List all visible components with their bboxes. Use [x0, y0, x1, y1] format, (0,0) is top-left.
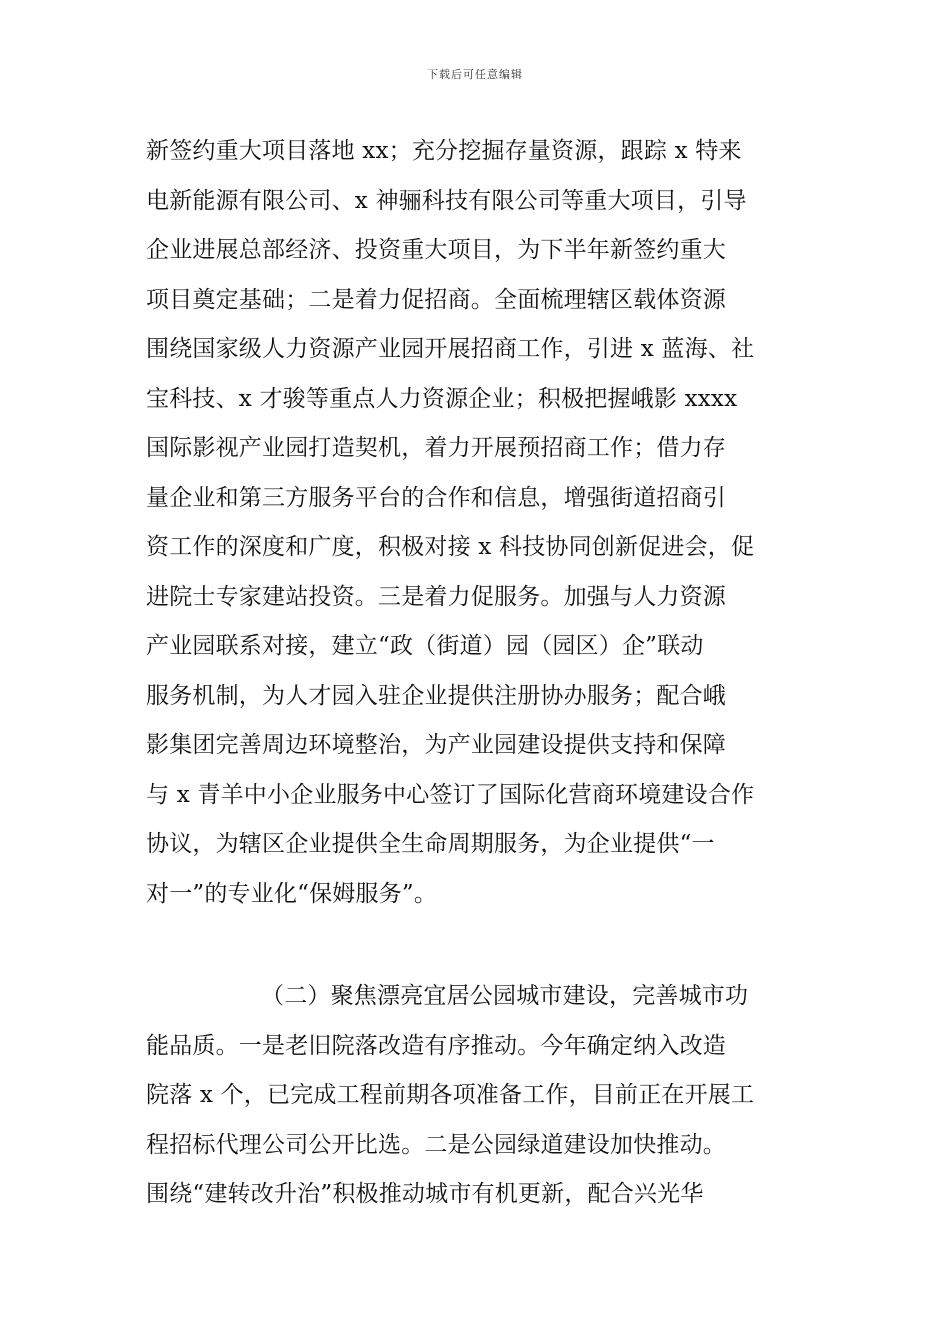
text-line: 围绕“建转改升治”积极推动城市有机更新，配合兴光华 — [146, 1181, 704, 1207]
text-line: 新签约重大项目落地 xx；充分挖掘存量资源，跟踪 x 特来 — [146, 138, 742, 164]
text-line: 服务机制，为人才园入驻企业提供注册协办服务；配合峨 — [146, 682, 726, 709]
text-line: 产业园联系对接，建立“政（街道）园（园区）企”联动 — [146, 633, 704, 659]
text-line: 进院士专家建站投资。三是着力促服务。加强与人力资源 — [146, 583, 726, 610]
text-line: 项目奠定基础；二是着力促招商。全面梳理辖区载体资源 — [146, 286, 726, 313]
text-line: 宝科技、x 才骏等重点人力资源企业；积极把握峨影 xxxx — [146, 385, 738, 412]
text-line: 协议，为辖区企业提供全生命周期服务，为企业提供“一 — [146, 831, 715, 857]
text-line: 院落 x 个，已完成工程前期各项准备工作，目前正在开展工 — [146, 1082, 755, 1108]
text-line: 对一”的专业化“保姆服务”。 — [146, 880, 438, 907]
text-line: 能品质。一是老旧院落改造有序推动。今年确定纳入改造 — [146, 1032, 726, 1059]
page-header: 下载后可任意编辑 — [427, 68, 523, 81]
paragraph-2 — [146, 972, 812, 1220]
section-heading-line: （二）聚焦漂亮宜居公园城市建设，完善城市功 — [261, 983, 749, 1009]
text-line: 量企业和第三方服务平台的合作和信息，增强街道招商引 — [146, 484, 726, 511]
text-line: 与 x 青羊中小企业服务中心签订了国际化营商环境建设合作 — [146, 781, 755, 808]
paragraph-1 — [146, 127, 812, 919]
text-line: 程招标代理公司公开比选。二是公园绿道建设加快推动。 — [146, 1131, 726, 1158]
text-line: 资工作的深度和广度，积极对接 x 科技协同创新促进会，促 — [146, 534, 755, 560]
text-line: 围绕国家级人力资源产业园开展招商工作，引进 x 蓝海、社 — [146, 336, 755, 362]
text-line: 影集团完善周边环境整治，为产业园建设提供支持和保障 — [146, 732, 726, 758]
text-line: 企业进展总部经济、投资重大项目，为下半年新签约重大 — [146, 237, 726, 263]
text-line: 电新能源有限公司、x 神骊科技有限公司等重大项目，引导 — [146, 187, 747, 214]
text-line: 国际影视产业园打造契机，着力开展预招商工作；借力存 — [146, 435, 726, 461]
